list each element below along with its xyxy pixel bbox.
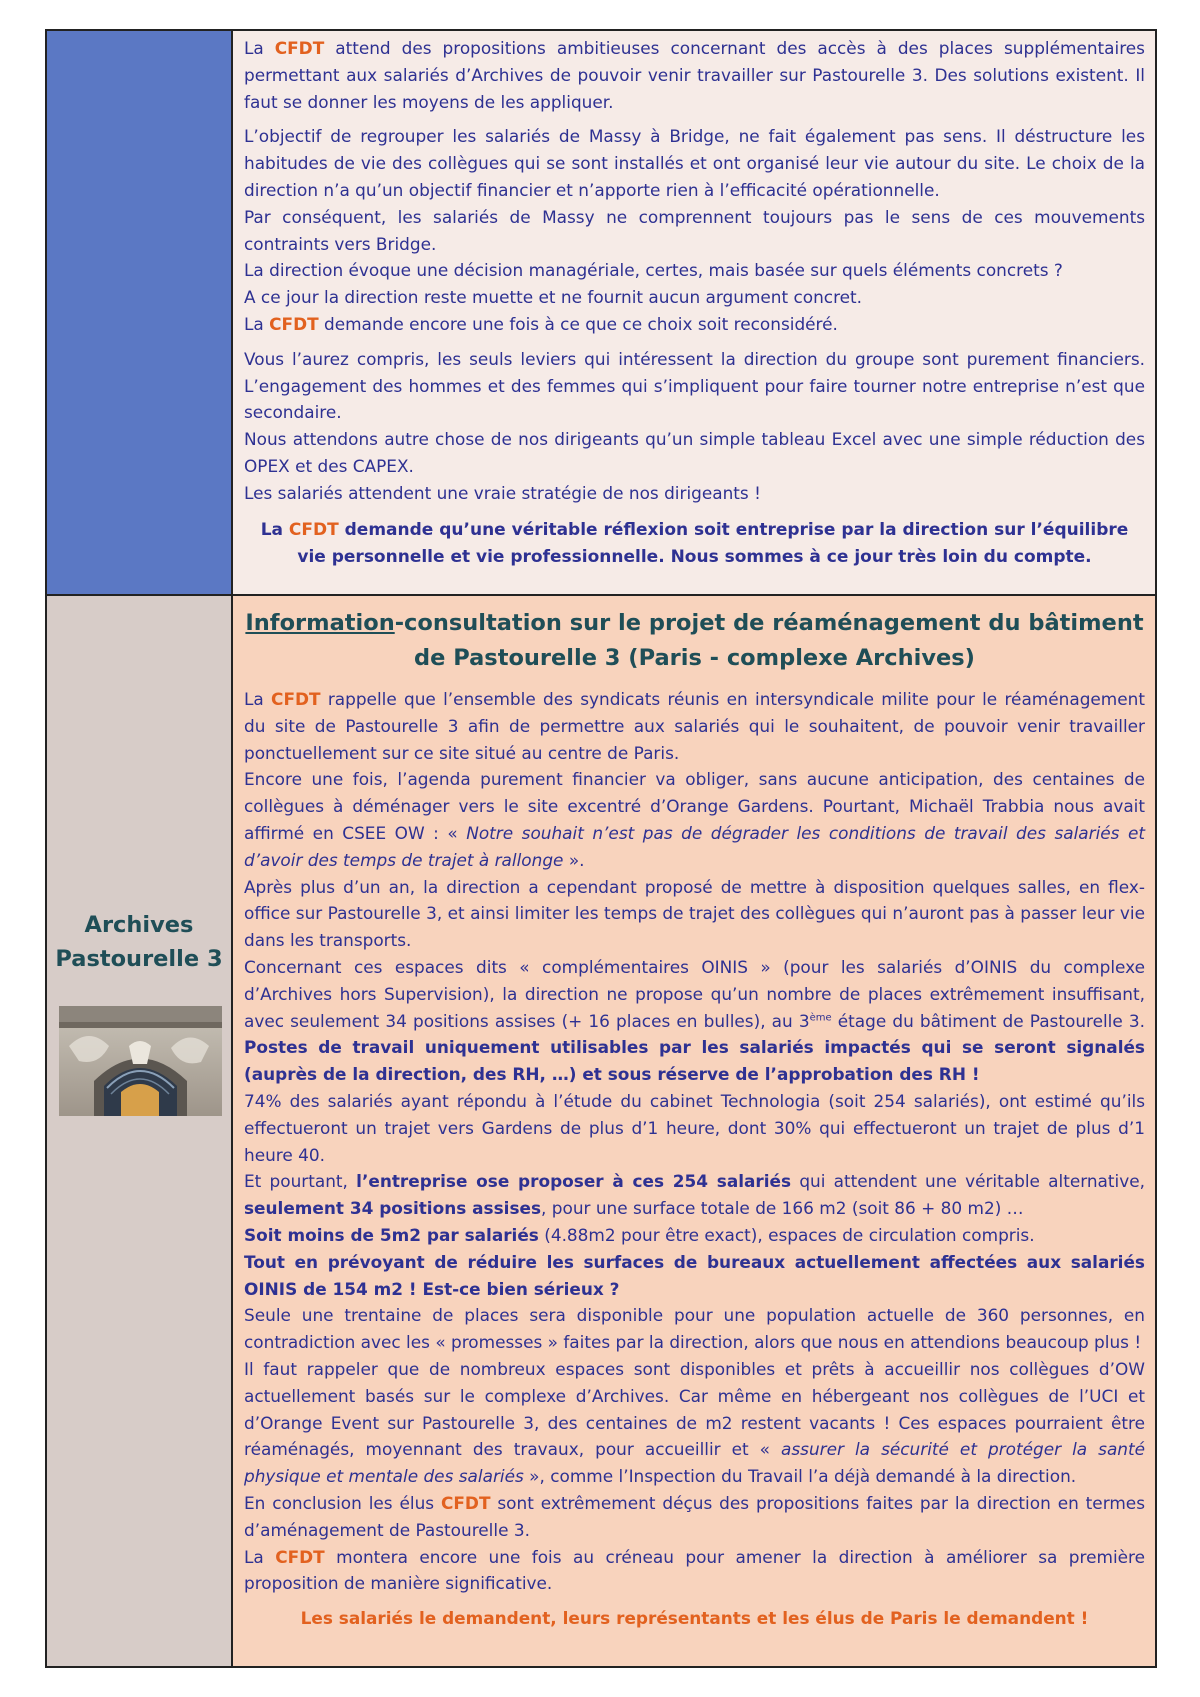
paragraph: Concernant ces espaces dits « complémentaires OINIS » (pour les salariés d’OINIS du complexe d’Archives hors Supervision), la direction ne propose qu’un nombre de places extrêmement insuffisant, avec seulement 34 positions assises (+ 16 places en bulles), au 3ème étage du bâtiment de Pastourelle 3. Postes de travail uniquement utilisables par les salariés impactés qui se seront signalés (auprès de la direction, des RH, …) et sous réserve de l’approbation des RH ! bbox=[244, 956, 1145, 1085]
paragraph: Soit moins de 5m2 par salariés (4.88m2 pour être exact), espaces de circulation compris. bbox=[244, 1224, 1035, 1245]
content-cell bbox=[233, 596, 1155, 1666]
paragraph: 74% des salariés ayant répondu à l’étude du cabinet Technologia (soit 254 salariés), ont estimé qu’ils effectueront un trajet vers Gardens de plus d’1 heure, dont 30% qui effectueront un trajet de plus d’1 heure 40. bbox=[244, 1090, 1145, 1165]
side-cell-blue bbox=[47, 31, 233, 594]
table-row-massy bbox=[47, 31, 1155, 596]
paragraph: La direction évoque une décision managériale, certes, mais basée sur quels éléments concrets ? bbox=[244, 260, 1063, 281]
paragraph: La CFDT montera encore une fois au créneau pour amener la direction à améliorer sa première proposition de manière significative. bbox=[244, 1546, 1145, 1594]
cfdt-label: CFDT bbox=[275, 1546, 325, 1567]
paragraph: Il faut rappeler que de nombreux espaces sont disponibles et prêts à accueillir nos collègues d’OW actuellement basés sur le complexe d’Archives. Car même en hébergeant nos collègues de l’UCI et d’Orange Event sur Pastourelle 3, des centaines de m2 restent vacants ! Ces espaces pourraient être réaménagés, moyennant des travaux, pour accueillir et « assurer la sécurité et protéger la santé physique et mentale des salariés », comme l’Inspection du Travail l’a déjà demandé à la direction. bbox=[244, 1358, 1146, 1487]
cfdt-label: CFDT bbox=[269, 313, 319, 334]
side-cell bbox=[47, 596, 233, 1666]
content-table bbox=[45, 29, 1157, 1668]
cfdt-label: CFDT bbox=[441, 1492, 491, 1513]
section-title: Information-consultation sur le projet de réaménagement du bâtiment de Pastourelle 3 (Paris - complexe Archives) bbox=[245, 610, 1144, 671]
content-cell bbox=[233, 31, 1155, 594]
paragraph: Les salariés attendent une vraie stratégie de nos dirigeants ! bbox=[244, 482, 761, 503]
cfdt-label: CFDT bbox=[274, 38, 325, 58]
paragraph: Nous attendons autre chose de nos dirigeants qu’un simple tableau Excel avec une simple réduction des OPEX et des CAPEX. bbox=[244, 429, 1145, 476]
section-conclusion: Les salariés le demandent, leurs représentants et les élus de Paris le demandent ! bbox=[300, 1608, 1089, 1629]
paragraph: Seule une trentaine de places sera disponible pour une population actuelle de 360 personnes, en contradiction avec les « promesses » faites par la direction, alors que nous en attendions beaucoup plus ! bbox=[244, 1305, 1145, 1353]
paragraph: En conclusion les élus CFDT sont extrêmement déçus des propositions faites par la direction en termes d’aménagement de Pastourelle 3. bbox=[244, 1492, 1145, 1540]
paragraph: Et pourtant, l’entreprise ose proposer à ces 254 salariés qui attendent une véritable alternative, seulement 34 positions assises, pour une surface totale de 166 m2 (soit 86 + 80 m2) … bbox=[244, 1171, 1145, 1219]
paragraph: Tout en prévoyant de réduire les surfaces de bureaux actuellement affectées aux salariés OINIS de 154 m2 ! Est-ce bien sérieux ? bbox=[244, 1251, 1145, 1299]
section-conclusion: La CFDT demande qu’une véritable réflexion soit entreprise par la direction sur l’équilibre vie personnelle et vie professionnelle. Nous sommes à ce jour très loin du compte. bbox=[260, 519, 1129, 567]
paragraph: Par conséquent, les salariés de Massy ne comprennent toujours pas le sens de ces mouvements contraints vers Bridge. bbox=[244, 206, 1145, 254]
cfdt-label: CFDT bbox=[288, 519, 339, 540]
cfdt-label: CFDT bbox=[271, 689, 321, 709]
paragraph: Après plus d’un an, la direction a cependant proposé de mettre à disposition quelques salles, en flex-office sur Pastourelle 3, et ainsi limiter les temps de trajet des collègues qui n’auront pas à passer leur vie dans les transports. bbox=[244, 876, 1145, 951]
paragraph: A ce jour la direction reste muette et ne fournit aucun argument concret. bbox=[244, 287, 863, 308]
paragraph: L’objectif de regrouper les salariés de Massy à Bridge, ne fait également pas sens. Il déstructure les habitudes de vie des collègues qui se sont installés et ont organisé leur vie autour du site. Le choix de la direction n’a qu’un objectif financier et n’apporte rien à l’efficacité opérationnelle. bbox=[244, 126, 1145, 200]
paragraph: La CFDT rappelle que l’ensemble des syndicats réunis en intersyndicale milite pour le réaménagement du site de Pastourelle 3 afin de permettre aux salariés qui le souhaitent, de pouvoir venir travailler ponctuellement sur ce site situé au centre de Paris. bbox=[244, 689, 1145, 763]
paragraph: La CFDT demande encore une fois à ce que ce choix soit reconsidéré. bbox=[244, 313, 838, 334]
building-photo bbox=[59, 1006, 222, 1116]
side-title: Archives Pastourelle 3 bbox=[55, 912, 223, 972]
table-row-pastourelle bbox=[47, 596, 1155, 1666]
paragraph: Encore une fois, l’agenda purement financier va obliger, sans aucune anticipation, des centaines de collègues à déménager vers le site excentré d’Orange Gardens. Pourtant, Michaël Trabbia nous avait affirmé en CSEE OW : « Notre souhait n’est pas de dégrader les conditions de travail des salariés et d’avoir des temps de trajet à rallonge ». bbox=[244, 769, 1145, 870]
paragraph: Vous l’aurez compris, les seuls leviers qui intéressent la direction du groupe sont purement financiers. L’engagement des hommes et des femmes qui s’impliquent pour faire tourner notre entreprise n’est que secondaire. bbox=[244, 348, 1145, 423]
paragraph: La CFDT attend des propositions ambitieuses concernant des accès à des places supplémentaires permettant aux salariés d’Archives de pouvoir venir travailler sur Pastourelle 3. Des solutions existent. Il faut se donner les moyens de les appliquer. bbox=[244, 38, 1145, 112]
